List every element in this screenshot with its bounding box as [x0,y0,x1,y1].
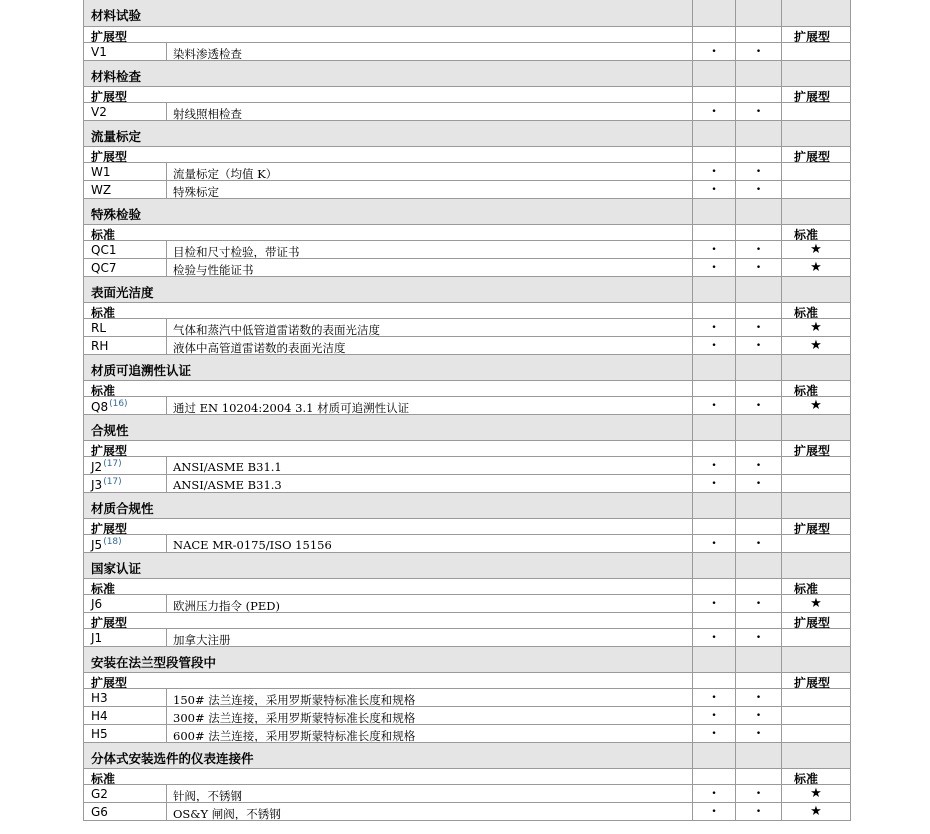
table-row [84,688,850,706]
group-label: 扩展型 [91,150,128,162]
standard-star-mark [782,163,850,180]
col-2-cell [736,199,782,224]
group-label: 标准 [91,228,116,240]
option-description: 600# 法兰连接，采用罗斯蒙特标准长度和规格 [167,725,693,742]
col-2-cell [736,769,782,784]
col-1-cell [693,199,736,224]
option-description: 特殊标定 [167,181,693,198]
col-2-cell [736,493,782,518]
option-code: H4 [91,709,108,723]
table-row [84,802,850,820]
availability-mark-2: • [736,103,782,120]
col-3-cell [782,415,850,440]
availability-mark-2: • [736,43,782,60]
standard-star-mark: ★ [810,804,822,819]
option-code-cell [84,43,167,60]
availability-mark-1: • [693,43,736,60]
group-type: 标准 [794,228,819,240]
option-description: 气体和蒸汽中低管道雷诺数的表面光洁度 [167,319,693,336]
availability-mark-1: • [693,181,736,198]
option-code: G2 [91,787,108,801]
section-header [84,742,850,768]
group-label-cell [84,613,693,628]
table-row [84,42,850,60]
group-row [84,224,850,240]
col-2-cell [736,277,782,302]
availability-mark-1: • [693,689,736,706]
availability-mark-1: • [693,319,736,336]
col-2-cell [736,553,782,578]
group-type: 标准 [794,772,819,784]
group-type: 扩展型 [794,30,831,42]
section-title: 流量标定 [91,129,142,144]
group-type: 扩展型 [794,676,831,688]
col-1-cell [693,277,736,302]
group-type-cell [782,225,850,240]
availability-mark-2: • [736,725,782,742]
group-type-cell [782,613,850,628]
col-1-cell [693,647,736,672]
section-title-cell [84,415,693,440]
option-code-cell [84,397,167,414]
section-title: 表面光洁度 [91,285,154,300]
availability-mark-1: • [693,337,736,354]
availability-mark-2: • [736,803,782,820]
group-row [84,26,850,42]
group-type: 标准 [794,306,819,318]
table-row [84,318,850,336]
col-2-cell [736,613,782,628]
col-1-cell [693,303,736,318]
availability-mark-2: • [736,785,782,802]
group-type: 标准 [794,384,819,396]
option-description: 针阀，不锈钢 [167,785,693,802]
availability-mark-1: • [693,103,736,120]
section-header [84,646,850,672]
table-row [84,628,850,646]
availability-mark-1: • [693,397,736,414]
group-label: 标准 [91,384,116,396]
col-1-cell [693,743,736,768]
option-code-cell [84,595,167,612]
option-code: J1 [91,631,103,645]
group-label-cell [84,147,693,162]
col-1-cell [693,493,736,518]
col-2-cell [736,87,782,102]
section-header [84,60,850,86]
section-title: 材质可追溯性认证 [91,363,192,378]
option-description: NACE MR-0175/ISO 15156 [167,535,693,552]
section-title: 分体式安装选件的仪表连接件 [91,751,254,766]
section-title: 合规性 [91,423,129,438]
standard-star-mark [782,457,850,474]
table-row [84,258,850,276]
col-1-cell [693,87,736,102]
col-1-cell [693,381,736,396]
col-1-cell [693,415,736,440]
option-code-cell [84,803,167,820]
group-label-cell [84,519,693,534]
option-code-cell [84,785,167,802]
group-label: 扩展型 [91,616,128,628]
availability-mark-1: • [693,163,736,180]
group-label: 扩展型 [91,522,128,534]
standard-star-mark: ★ [810,242,822,257]
option-code: J6 [91,597,103,611]
footnote-ref: (18) [103,537,122,547]
col-3-cell [782,355,850,380]
col-1-cell [693,121,736,146]
standard-star-mark: ★ [810,338,822,353]
table-row [84,396,850,414]
group-type: 标准 [794,582,819,594]
col-1-cell [693,27,736,42]
availability-mark-1: • [693,535,736,552]
group-label: 扩展型 [91,90,128,102]
table-row [84,706,850,724]
group-label-cell [84,303,693,318]
standard-star-mark [782,475,850,492]
option-code-cell [84,475,167,492]
option-code-cell [84,319,167,336]
col-2-cell [736,579,782,594]
col-2-cell [736,121,782,146]
group-label-cell [84,673,693,688]
col-1-cell [693,519,736,534]
col-2-cell [736,0,782,26]
availability-mark-2: • [736,241,782,258]
col-3-cell [782,277,850,302]
option-code: RL [91,321,107,335]
availability-mark-1: • [693,595,736,612]
section-header [84,552,850,578]
group-type-cell [782,381,850,396]
section-header [84,120,850,146]
col-1-cell [693,441,736,456]
group-row [84,518,850,534]
group-label: 扩展型 [91,30,128,42]
col-2-cell [736,673,782,688]
group-type: 扩展型 [794,90,831,102]
option-code-cell [84,163,167,180]
group-row [84,578,850,594]
group-label-cell [84,225,693,240]
standard-star-mark [782,707,850,724]
availability-mark-1: • [693,803,736,820]
availability-mark-1: • [693,475,736,492]
option-code-cell [84,259,167,276]
section-title: 材料检查 [91,69,142,84]
availability-mark-2: • [736,595,782,612]
option-code-cell [84,181,167,198]
section-title-cell [84,743,693,768]
section-title-cell [84,647,693,672]
section-title-cell [84,0,693,26]
section-header [84,414,850,440]
col-3-cell [782,743,850,768]
section-header [84,198,850,224]
option-code: G6 [91,805,108,819]
table-row [84,162,850,180]
standard-star-mark [782,103,850,120]
option-code-cell [84,241,167,258]
section-title: 安装在法兰型段管段中 [91,655,217,670]
option-code-cell [84,707,167,724]
option-code-cell [84,689,167,706]
section-title: 特殊检验 [91,207,142,222]
option-code: QC1 [91,243,117,257]
availability-mark-2: • [736,475,782,492]
col-1-cell [693,553,736,578]
col-3-cell [782,647,850,672]
availability-mark-2: • [736,629,782,646]
table-row [84,456,850,474]
option-code: Q8 [91,400,109,414]
footnote-ref: (17) [103,477,122,487]
table-row [84,240,850,258]
section-title-cell [84,553,693,578]
option-description: 加拿大注册 [167,629,693,646]
section-title: 材质合规性 [91,501,154,516]
option-code-cell [84,103,167,120]
col-3-cell [782,121,850,146]
col-1-cell [693,613,736,628]
col-2-cell [736,381,782,396]
standard-star-mark [782,535,850,552]
option-code-cell [84,535,167,552]
availability-mark-2: • [736,319,782,336]
standard-star-mark [782,629,850,646]
col-1-cell [693,225,736,240]
group-label: 标准 [91,772,116,784]
availability-mark-1: • [693,259,736,276]
option-code-cell [84,457,167,474]
standard-star-mark [782,725,850,742]
section-title-cell [84,199,693,224]
option-code-cell [84,725,167,742]
col-3-cell [782,199,850,224]
group-row [84,612,850,628]
standard-star-mark: ★ [810,320,822,335]
table-row [84,102,850,120]
option-description: 液体中高管道雷诺数的表面光洁度 [167,337,693,354]
col-3-cell [782,0,850,26]
col-1-cell [693,673,736,688]
group-type-cell [782,673,850,688]
section-header [84,492,850,518]
col-1-cell [693,0,736,26]
group-type-cell [782,519,850,534]
group-label-cell [84,441,693,456]
group-type-cell [782,27,850,42]
col-2-cell [736,355,782,380]
group-label: 扩展型 [91,676,128,688]
option-description: ANSI/ASME B31.1 [167,457,693,474]
group-type-cell [782,579,850,594]
group-label-cell [84,579,693,594]
availability-mark-2: • [736,535,782,552]
group-type: 扩展型 [794,616,831,628]
group-label: 标准 [91,306,116,318]
option-description: 检验与性能证书 [167,259,693,276]
section-title-cell [84,355,693,380]
availability-mark-2: • [736,707,782,724]
option-code: RH [91,339,109,353]
col-2-cell [736,743,782,768]
group-row [84,86,850,102]
option-description: 染料渗透检查 [167,43,693,60]
availability-mark-2: • [736,457,782,474]
standard-star-mark [782,181,850,198]
col-1-cell [693,61,736,86]
col-2-cell [736,225,782,240]
group-row [84,672,850,688]
col-2-cell [736,61,782,86]
option-code: WZ [91,183,112,197]
availability-mark-2: • [736,397,782,414]
footnote-ref: (16) [109,399,128,409]
option-code: H5 [91,727,108,741]
section-header [84,276,850,302]
section-title-cell [84,493,693,518]
col-1-cell [693,579,736,594]
col-1-cell [693,355,736,380]
col-2-cell [736,415,782,440]
col-2-cell [736,147,782,162]
option-code-cell [84,337,167,354]
group-label-cell [84,27,693,42]
group-label-cell [84,769,693,784]
standard-star-mark: ★ [810,596,822,611]
availability-mark-1: • [693,629,736,646]
availability-mark-1: • [693,707,736,724]
availability-mark-1: • [693,457,736,474]
section-title-cell [84,61,693,86]
standard-star-mark: ★ [810,398,822,413]
option-description: 目检和尺寸检验，带证书 [167,241,693,258]
availability-mark-1: • [693,725,736,742]
col-2-cell [736,647,782,672]
footnote-ref: (17) [103,459,122,469]
section-title-cell [84,121,693,146]
option-description: 150# 法兰连接，采用罗斯蒙特标准长度和规格 [167,689,693,706]
options-table [83,0,851,821]
availability-mark-2: • [736,337,782,354]
option-description: 射线照相检查 [167,103,693,120]
table-row [84,594,850,612]
col-1-cell [693,769,736,784]
option-code: J2 [91,460,103,474]
standard-star-mark: ★ [810,786,822,801]
col-2-cell [736,441,782,456]
table-row [84,724,850,742]
option-description: 通过 EN 10204:2004 3.1 材质可追溯性认证 [167,397,693,414]
standard-star-mark: ★ [810,260,822,275]
standard-star-mark [782,689,850,706]
option-description: 流量标定（均值 K） [167,163,693,180]
col-3-cell [782,493,850,518]
group-label: 扩展型 [91,444,128,456]
table-row [84,336,850,354]
section-header [84,0,850,26]
col-3-cell [782,61,850,86]
col-1-cell [693,147,736,162]
table-row [84,534,850,552]
table-row [84,180,850,198]
col-2-cell [736,303,782,318]
group-row [84,146,850,162]
availability-mark-1: • [693,241,736,258]
option-description: 300# 法兰连接，采用罗斯蒙特标准长度和规格 [167,707,693,724]
col-2-cell [736,27,782,42]
table-row [84,474,850,492]
group-row [84,302,850,318]
option-code: QC7 [91,261,117,275]
option-code-cell [84,629,167,646]
availability-mark-2: • [736,181,782,198]
availability-mark-2: • [736,689,782,706]
group-type: 扩展型 [794,522,831,534]
section-title: 材料试验 [91,8,142,23]
option-code: J5 [91,538,103,552]
option-code: V2 [91,105,107,119]
standard-star-mark [782,43,850,60]
option-description: 欧洲压力指令 (PED) [167,595,693,612]
option-description: ANSI/ASME B31.3 [167,475,693,492]
col-3-cell [782,553,850,578]
option-description: OS&Y 闸阀，不锈钢 [167,803,693,820]
table-row [84,784,850,802]
availability-mark-2: • [736,163,782,180]
section-title: 国家认证 [91,561,142,576]
group-type: 扩展型 [794,444,831,456]
option-code: J3 [91,478,103,492]
group-label: 标准 [91,582,116,594]
group-type-cell [782,769,850,784]
col-2-cell [736,519,782,534]
option-code: W1 [91,165,111,179]
group-label-cell [84,87,693,102]
group-type-cell [782,303,850,318]
group-type-cell [782,87,850,102]
group-row [84,380,850,396]
group-type: 扩展型 [794,150,831,162]
availability-mark-2: • [736,259,782,276]
group-row [84,440,850,456]
group-label-cell [84,381,693,396]
group-row [84,768,850,784]
section-header [84,354,850,380]
availability-mark-1: • [693,785,736,802]
option-code: H3 [91,691,108,705]
option-code: V1 [91,45,107,59]
group-type-cell [782,441,850,456]
group-type-cell [782,147,850,162]
section-title-cell [84,277,693,302]
